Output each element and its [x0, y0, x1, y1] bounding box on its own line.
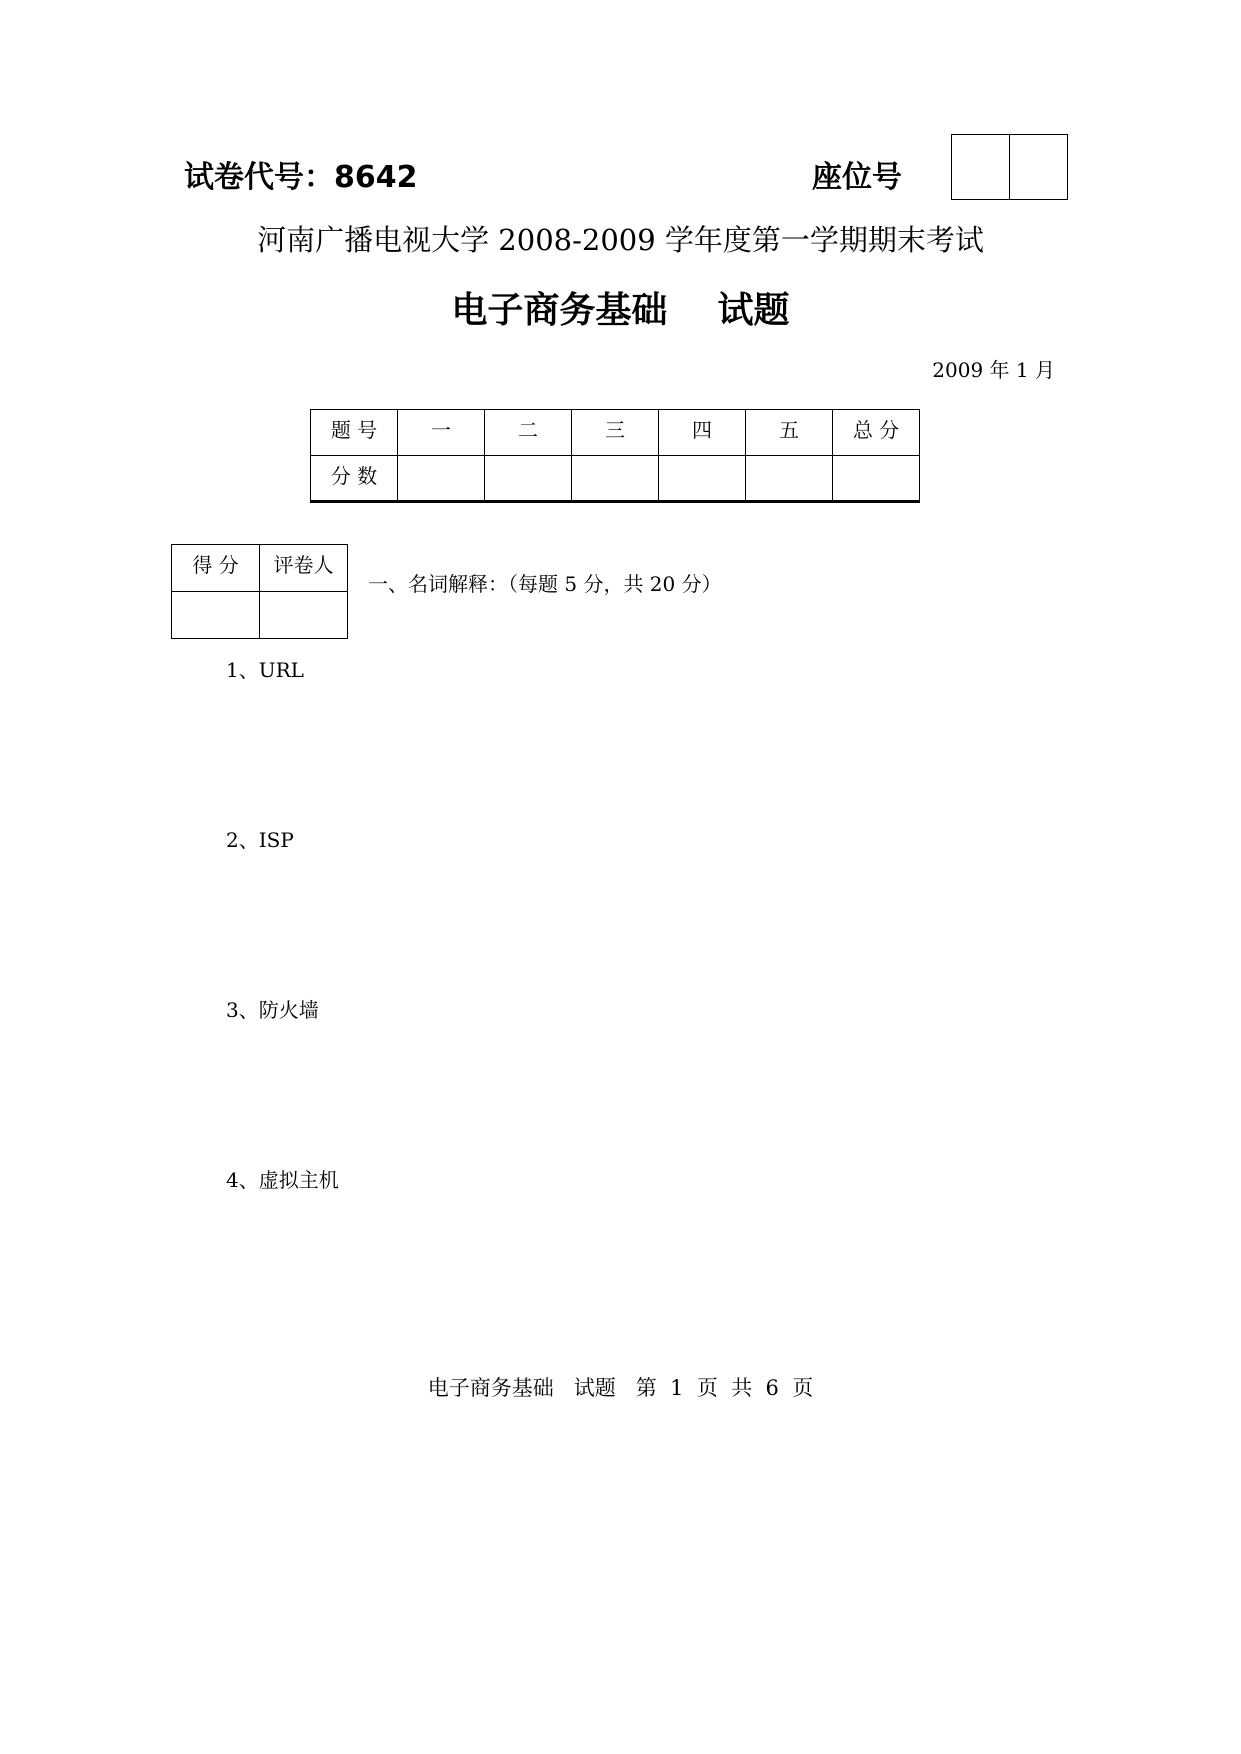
- score-row-label: 分 数: [311, 456, 398, 502]
- seat-box-1[interactable]: [952, 135, 1009, 199]
- score-header-cell: 四: [659, 410, 746, 456]
- page-footer: 电子商务基础 试题 第 1 页 共 6 页: [427, 1376, 814, 1400]
- seat-number-boxes: [951, 134, 1068, 200]
- grader-name-cell[interactable]: [260, 592, 348, 639]
- question-item: 4、虚拟主机: [226, 1168, 339, 1192]
- score-header-cell: 总 分: [833, 410, 920, 456]
- score-header-cell: 题 号: [311, 410, 398, 456]
- section-grader-table: [171, 544, 348, 639]
- score-header-cell: 三: [572, 410, 659, 456]
- grader-score-header: 得 分: [172, 545, 260, 592]
- score-header-cell: 二: [485, 410, 572, 456]
- grader-name-header: 评卷人: [260, 545, 348, 592]
- score-cell[interactable]: [833, 456, 920, 502]
- score-header-cell: 五: [746, 410, 833, 456]
- exam-title: 电子商务基础 试题: [451, 290, 790, 331]
- exam-code: 试卷代号：8642: [184, 160, 418, 195]
- exam-date: 2009 年 1 月: [932, 358, 1055, 382]
- grader-score-cell[interactable]: [172, 592, 260, 639]
- seat-number-label: 座位号: [812, 160, 902, 195]
- grader-entry-row: [172, 592, 348, 639]
- score-cell[interactable]: [659, 456, 746, 502]
- question-item: 1、URL: [226, 658, 304, 682]
- question-item: 2、ISP: [226, 828, 294, 852]
- score-cell[interactable]: [398, 456, 485, 502]
- score-cell[interactable]: [485, 456, 572, 502]
- score-cell[interactable]: [572, 456, 659, 502]
- score-summary-table: [310, 409, 920, 503]
- exam-institution-line: 河南广播电视大学 2008-2009 学年度第一学期期末考试: [257, 223, 984, 257]
- seat-box-2[interactable]: [1009, 135, 1067, 199]
- score-table-score-row: [311, 456, 920, 502]
- score-cell[interactable]: [746, 456, 833, 502]
- question-item: 3、防火墙: [226, 998, 319, 1022]
- section-heading: 一、名词解释：（每题 5 分，共 20 分）: [368, 572, 722, 596]
- score-header-cell: 一: [398, 410, 485, 456]
- score-table-header-row: [311, 410, 920, 456]
- grader-header-row: [172, 545, 348, 592]
